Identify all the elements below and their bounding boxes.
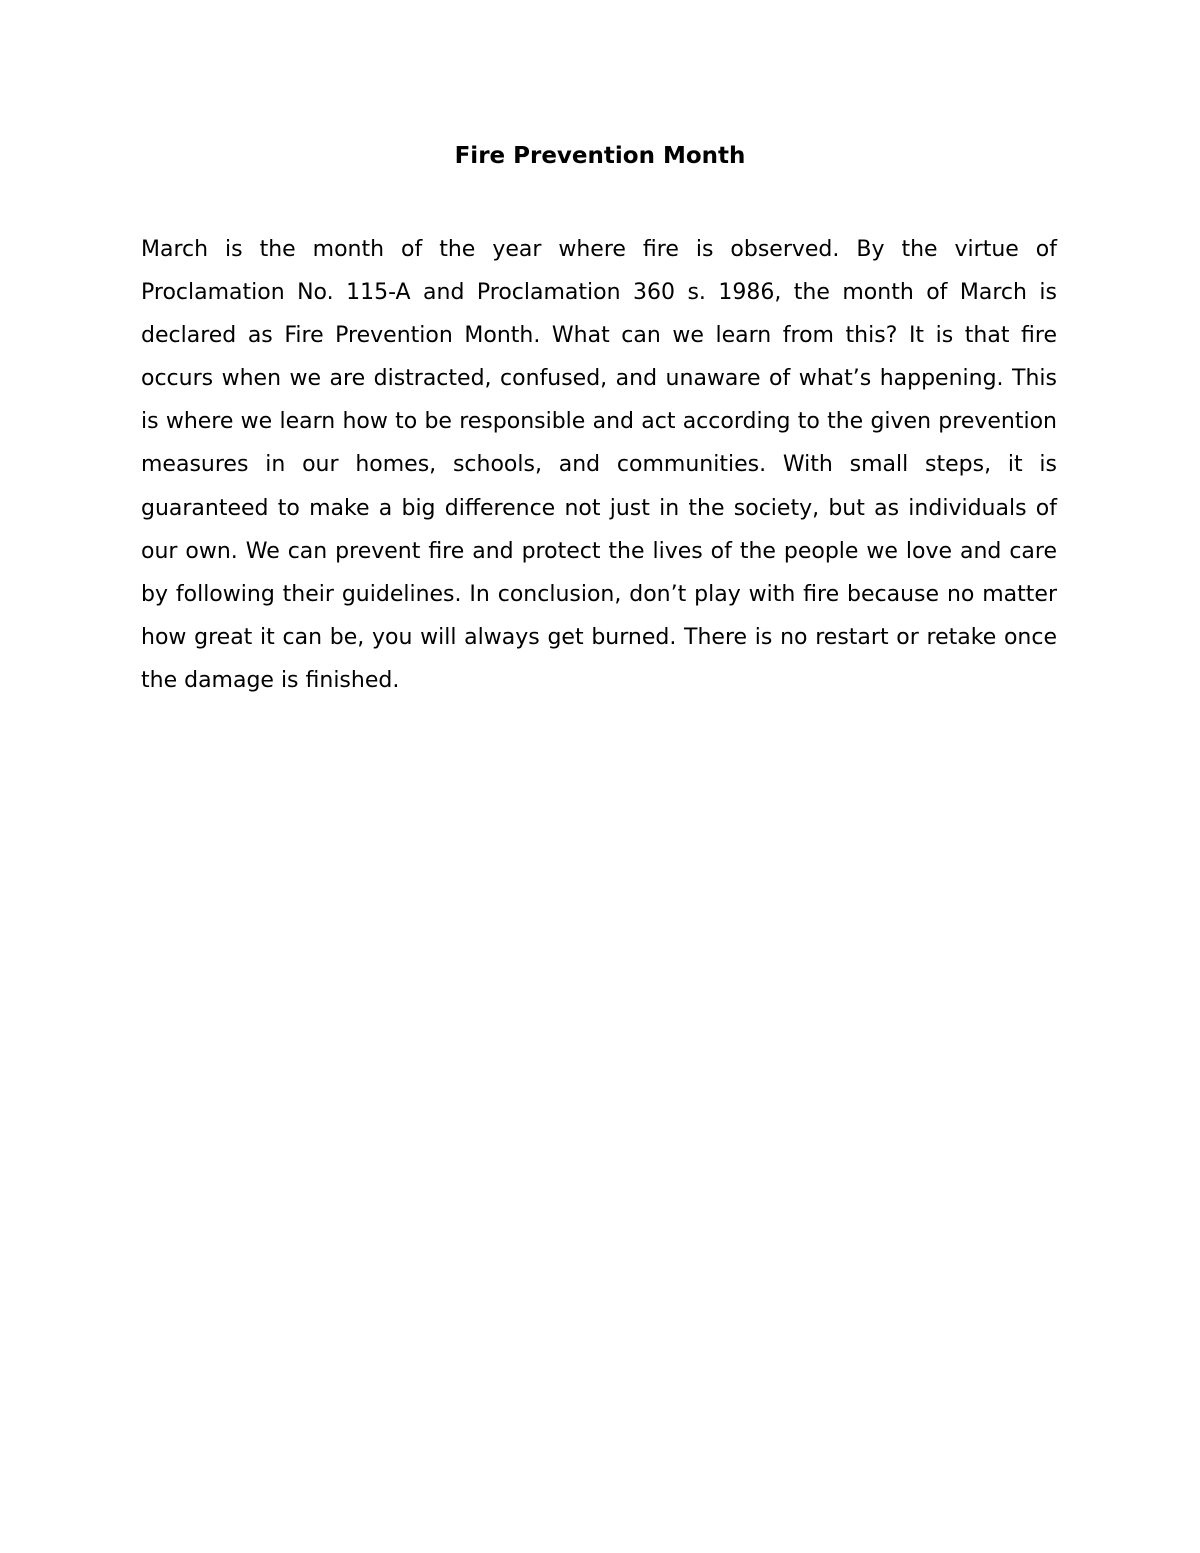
document-title: Fire Prevention Month (454, 143, 746, 169)
body-paragraph: March is the month of the year where fire is observed. By the virtue of Proclamation No. 115-A and Proclamation 360 s. 1986, the month of March is declared as Fire Prevention Month. What can we learn from this? It is that fire occurs when we are distracted, confused, and unaware of what’s happening. This is where we learn how to be responsible and act according to the given prevention measures in our homes, schools, and communities. With small steps, it is guaranteed to make a big difference not just in the society, but as individuals of our own. We can prevent fire and protect the lives of the people we love and care by following their guidelines. In conclusion, don’t play with fire because no matter how great it can be, you will always get burned. There is no restart or retake once the damage is finished. (141, 237, 1057, 693)
